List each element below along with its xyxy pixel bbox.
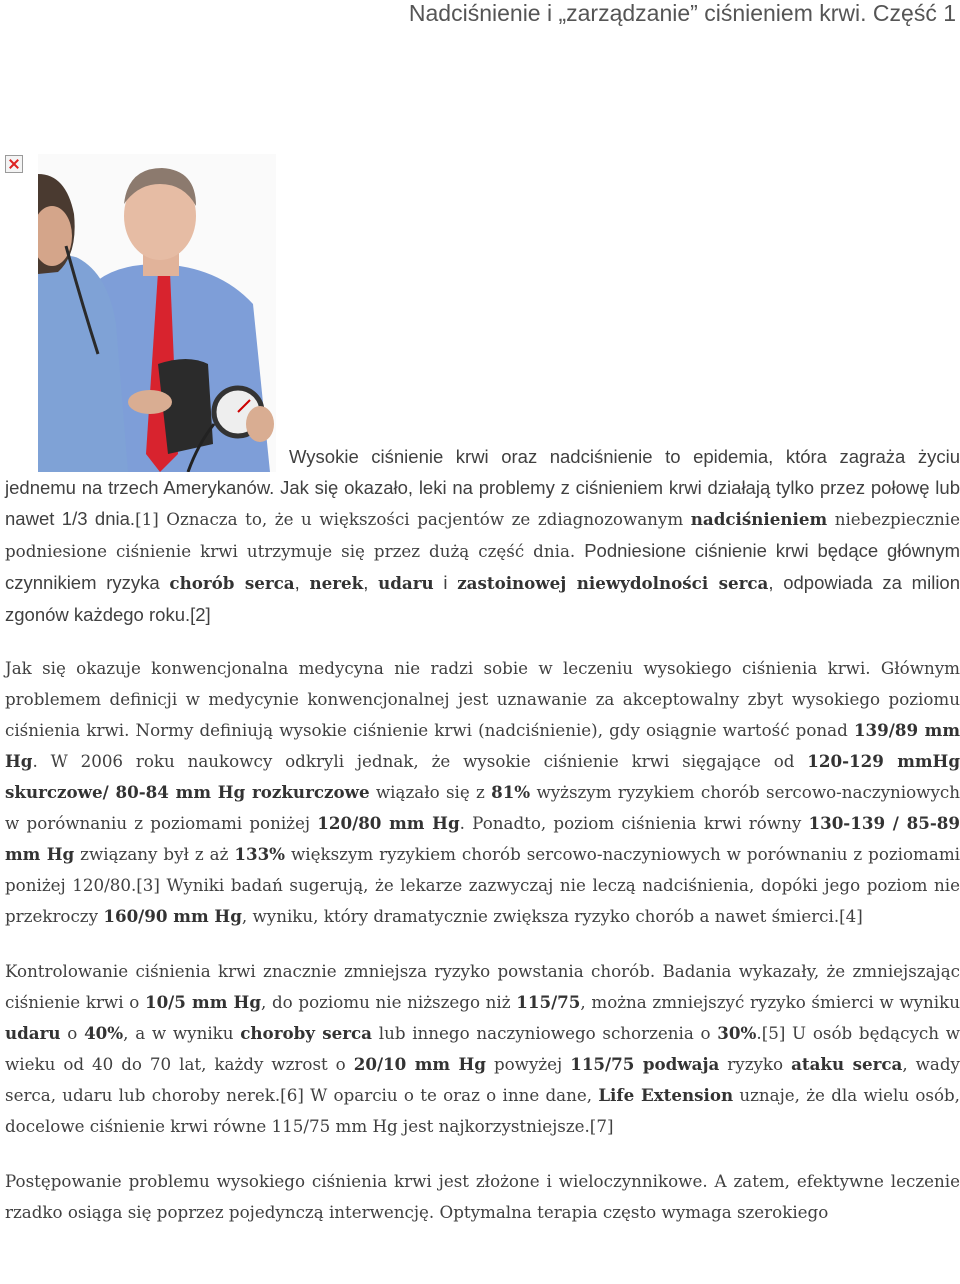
- article-photo: [38, 154, 276, 472]
- paragraph-1: Wysokie ciśnienie krwi oraz nadciśnienie to epidemia, która zagraża życiu jednemu na trzech Amerykanów. Jak się okazało, leki na problemy z ciśnieniem krwi działają tylko przez połowę lub nawet 1/3 dnia.[1] Oznacza to, że u większości pacjentów ze zdiagnozowanym nadciśnieniem niebezpiecznie podniesione ciśnienie krwi utrzymuje się przez dużą część dnia. Podniesione ciśnienie krwi będące głównym czynnikiem ryzyka chorób serca, nerek, udaru i zastoinowej niewydolności serca, odpowiada za milion zgonów każdego roku.[2]: [5, 446, 960, 625]
- page-title: Nadciśnienie i „zarządzanie” ciśnieniem krwi. Część 1: [408, 0, 956, 26]
- doctor-patient-illustration: [38, 154, 276, 472]
- paragraph-2: Jak się okazuje konwencjonalna medycyna nie radzi sobie w leczeniu wysokiego ciśnienia krwi. Głównym problemem definicji w medycynie konwencjonalnej jest uznawanie za akceptowalny zbyt wysokiego poziomu ciśnienia krwi. Normy definiują wysokie ciśnienie krwi (nadciśnienie), gdy osiągnie wartość ponad 139/89 mm Hg. W 2006 roku naukowcy odkryli jednak, że wysokie ciśnienie krwi sięgające od 120-129 mmHg skurczowe/ 80-84 mm Hg rozkurczowe wiązało się z 81% wyższym ryzykiem chorób sercowo-naczyniowych w porównaniu z poziomami poniżej 120/80 mm Hg. Ponadto, poziom ciśnienia krwi równy 130-139 / 85-89 mm Hg związany był z aż 133% większym ryzykiem chorób sercowo-naczyniowych w porównaniu z poziomami poniżej 120/80.[3] Wyniki badań sugerują, że lekarze zazwyczaj nie leczą nadciśnienia, dopóki jego poziom nie przekroczy 160/90 mm Hg, wyniku, który dramatycznie zwiększa ryzyko chorób a nawet śmierci.[4]: [5, 658, 960, 926]
- broken-image-icon: [5, 155, 23, 173]
- paragraph-4: Postępowanie problemu wysokiego ciśnienia krwi jest złożone i wieloczynnikowe. A zatem, efektywne leczenie rzadko osiąga się poprzez pojedynczą interwencję. Optymalna terapia często wymaga szerokiego: [5, 1171, 960, 1222]
- paragraph-3: Kontrolowanie ciśnienia krwi znacznie zmniejsza ryzyko powstania chorób. Badania wykazały, że zmniejszając ciśnienie krwi o 10/5 mm Hg, do poziomu nie niższego niż 115/75, można zmniejszyć ryzyko śmierci w wyniku udaru o 40%, a w wyniku choroby serca lub innego naczyniowego schorzenia o 30%.[5] U osób będących w wieku od 40 do 70 lat, każdy wzrost o 20/10 mm Hg powyżej 115/75 podwaja ryzyko ataku serca, wady serca, udaru lub choroby nerek.[6] W oparciu o te oraz o inne dane, Life Extension uznaje, że dla wielu osób, docelowe ciśnienie krwi równe 115/75 mm Hg jest najkorzystniejsze.[7]: [5, 961, 960, 1136]
- article-body: [5, 441, 960, 1252]
